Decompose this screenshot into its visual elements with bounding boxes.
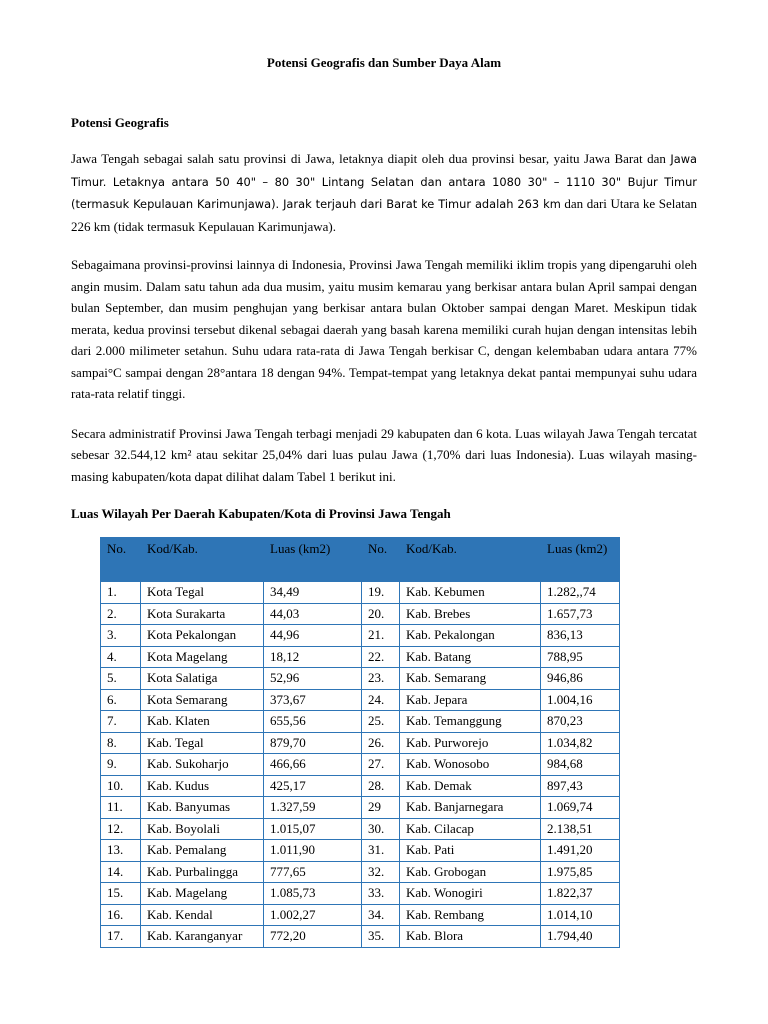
cell-luas: 788,95 bbox=[541, 646, 620, 668]
cell-no: 19. bbox=[362, 582, 400, 604]
cell-luas: 655,56 bbox=[264, 711, 362, 733]
cell-luas: 1.794,40 bbox=[541, 926, 620, 948]
cell-kab: Kota Pekalongan bbox=[141, 625, 264, 647]
cell-kab: Kab. Magelang bbox=[141, 883, 264, 905]
header-kab-right: Kod/Kab. bbox=[400, 538, 541, 582]
table-row bbox=[101, 646, 620, 668]
cell-kab: Kab. Sukoharjo bbox=[141, 754, 264, 776]
cell-no: 35. bbox=[362, 926, 400, 948]
cell-no: 3. bbox=[101, 625, 141, 647]
cell-kab: Kab. Kebumen bbox=[400, 582, 541, 604]
cell-kab: Kab. Kendal bbox=[141, 904, 264, 926]
cell-luas: 1.069,74 bbox=[541, 797, 620, 819]
table-body bbox=[101, 582, 620, 948]
header-no-right: No. bbox=[362, 538, 400, 582]
header-luas-right: Luas (km2) bbox=[541, 538, 620, 582]
cell-luas: 466,66 bbox=[264, 754, 362, 776]
cell-kab: Kab. Semarang bbox=[400, 668, 541, 690]
paragraph-location bbox=[71, 148, 697, 237]
table-row bbox=[101, 840, 620, 862]
cell-no: 29 bbox=[362, 797, 400, 819]
cell-luas: 836,13 bbox=[541, 625, 620, 647]
paragraph-climate: Sebagaimana provinsi-provinsi lainnya di Indonesia, Provinsi Jawa Tengah memiliki iklim tropis yang dipengaruhi oleh angin musim. Dalam satu tahun ada dua musim, yaitu musim kemarau yang berkisar antara bulan April sampai dengan bulan September, dan musim penghujan yang berkisar antara bulan Oktober sampai dengan Maret. Meskipun tidak merata, kedua provinsi tersebut dikenal sebagai daerah yang basah karena memiliki curah hujan dengan intensitas lebih dari 2.000 milimeter setahun. Suhu udara rata-rata di Jawa Tengah berkisar C, dengan kelembaban udara antara 77% sampai°C sampai dengan 28°antara 18 dengan 94%. Tempat-tempat yang letaknya dekat pantai mempunyai suhu udara rata-rata relatif tinggi. bbox=[71, 257, 697, 401]
table-row bbox=[101, 904, 620, 926]
cell-luas: 44,03 bbox=[264, 603, 362, 625]
cell-no: 23. bbox=[362, 668, 400, 690]
cell-kab: Kab. Cilacap bbox=[400, 818, 541, 840]
cell-no: 22. bbox=[362, 646, 400, 668]
cell-luas: 1.014,10 bbox=[541, 904, 620, 926]
cell-luas: 777,65 bbox=[264, 861, 362, 883]
cell-no: 32. bbox=[362, 861, 400, 883]
cell-kab: Kab. Tegal bbox=[141, 732, 264, 754]
header-luas-left: Luas (km2) bbox=[264, 538, 362, 582]
cell-no: 11. bbox=[101, 797, 141, 819]
table-row bbox=[101, 732, 620, 754]
cell-luas: 52,96 bbox=[264, 668, 362, 690]
cell-no: 9. bbox=[101, 754, 141, 776]
header-kab-left: Kod/Kab. bbox=[141, 538, 264, 582]
cell-no: 28. bbox=[362, 775, 400, 797]
cell-luas: 879,70 bbox=[264, 732, 362, 754]
cell-kab: Kota Tegal bbox=[141, 582, 264, 604]
cell-kab: Kab. Brebes bbox=[400, 603, 541, 625]
cell-no: 34. bbox=[362, 904, 400, 926]
cell-luas: 18,12 bbox=[264, 646, 362, 668]
cell-kab: Kab. Karanganyar bbox=[141, 926, 264, 948]
cell-kab: Kab. Rembang bbox=[400, 904, 541, 926]
cell-no: 26. bbox=[362, 732, 400, 754]
cell-no: 24. bbox=[362, 689, 400, 711]
cell-kab: Kab. Batang bbox=[400, 646, 541, 668]
cell-kab: Kota Magelang bbox=[141, 646, 264, 668]
document-page bbox=[71, 54, 697, 948]
cell-luas: 425,17 bbox=[264, 775, 362, 797]
cell-kab: Kab. Boyolali bbox=[141, 818, 264, 840]
cell-no: 30. bbox=[362, 818, 400, 840]
table-row bbox=[101, 689, 620, 711]
cell-kab: Kota Semarang bbox=[141, 689, 264, 711]
table-row bbox=[101, 582, 620, 604]
cell-luas: 1.015,07 bbox=[264, 818, 362, 840]
cell-no: 20. bbox=[362, 603, 400, 625]
paragraph-location-tail: dan dari Utara ke Selatan 226 km (tidak termasuk Kepulauan Karimunjawa). bbox=[71, 196, 697, 234]
cell-kab: Kab. Purbalingga bbox=[141, 861, 264, 883]
cell-kab: Kota Salatiga bbox=[141, 668, 264, 690]
table-row bbox=[101, 883, 620, 905]
cell-kab: Kab. Demak bbox=[400, 775, 541, 797]
cell-no: 6. bbox=[101, 689, 141, 711]
cell-luas: 946,86 bbox=[541, 668, 620, 690]
table-row bbox=[101, 797, 620, 819]
cell-no: 8. bbox=[101, 732, 141, 754]
cell-kab: Kab. Klaten bbox=[141, 711, 264, 733]
table-row bbox=[101, 926, 620, 948]
cell-luas: 1.491,20 bbox=[541, 840, 620, 862]
cell-luas: 1.011,90 bbox=[264, 840, 362, 862]
cell-no: 4. bbox=[101, 646, 141, 668]
page-title: Potensi Geografis dan Sumber Daya Alam bbox=[266, 55, 502, 70]
paragraph-location-coordinates: Jawa Timur. Letaknya antara 50 40" – 80 30" Lintang Selatan dan antara 1080 30" – 1110 30" Bujur Timur (termasuk Kepulauan Karimunjawa). Jarak terjauh dari Barat ke Timur adalah 263 km bbox=[71, 152, 697, 211]
cell-luas: 870,23 bbox=[541, 711, 620, 733]
cell-no: 14. bbox=[101, 861, 141, 883]
cell-kab: Kab. Grobogan bbox=[400, 861, 541, 883]
cell-luas: 1.004,16 bbox=[541, 689, 620, 711]
cell-luas: 984,68 bbox=[541, 754, 620, 776]
table-row bbox=[101, 625, 620, 647]
cell-no: 16. bbox=[101, 904, 141, 926]
paragraph-administrative: Secara administratif Provinsi Jawa Tengah terbagi menjadi 29 kabupaten dan 6 kota. Luas wilayah Jawa Tengah tercatat sebesar 32.544,12 km² atau sekitar 25,04% dari luas pulau Jawa (1,70% dari luas Indonesia). Luas wilayah masing-masing kabupaten/kota dapat dilihat dalam Tabel 1 berikut ini. bbox=[71, 425, 697, 484]
cell-luas: 1.282,,74 bbox=[541, 582, 620, 604]
table-header-row bbox=[101, 538, 620, 582]
cell-no: 33. bbox=[362, 883, 400, 905]
paragraph-location-lead: Jawa Tengah sebagai salah satu provinsi di Jawa, letaknya diapit oleh dua provinsi besar, yaitu Jawa Barat dan bbox=[71, 151, 671, 166]
cell-luas: 1.085,73 bbox=[264, 883, 362, 905]
cell-kab: Kota Surakarta bbox=[141, 603, 264, 625]
cell-no: 7. bbox=[101, 711, 141, 733]
cell-luas: 1.034,82 bbox=[541, 732, 620, 754]
area-table bbox=[100, 537, 620, 948]
cell-no: 2. bbox=[101, 603, 141, 625]
cell-kab: Kab. Wonosobo bbox=[400, 754, 541, 776]
cell-kab: Kab. Jepara bbox=[400, 689, 541, 711]
cell-no: 25. bbox=[362, 711, 400, 733]
cell-luas: 373,67 bbox=[264, 689, 362, 711]
cell-luas: 1.002,27 bbox=[264, 904, 362, 926]
cell-luas: 772,20 bbox=[264, 926, 362, 948]
cell-kab: Kab. Pemalang bbox=[141, 840, 264, 862]
table-row bbox=[101, 861, 620, 883]
cell-no: 21. bbox=[362, 625, 400, 647]
table-title: Luas Wilayah Per Daerah Kabupaten/Kota di Provinsi Jawa Tengah bbox=[71, 506, 451, 521]
cell-no: 12. bbox=[101, 818, 141, 840]
cell-kab: Kab. Kudus bbox=[141, 775, 264, 797]
cell-no: 1. bbox=[101, 582, 141, 604]
cell-luas: 2.138,51 bbox=[541, 818, 620, 840]
table-row bbox=[101, 668, 620, 690]
header-no-left: No. bbox=[101, 538, 141, 582]
cell-kab: Kab. Blora bbox=[400, 926, 541, 948]
cell-kab: Kab. Purworejo bbox=[400, 732, 541, 754]
cell-luas: 1.327,59 bbox=[264, 797, 362, 819]
cell-luas: 1.975,85 bbox=[541, 861, 620, 883]
cell-no: 27. bbox=[362, 754, 400, 776]
cell-luas: 34,49 bbox=[264, 582, 362, 604]
table-row bbox=[101, 775, 620, 797]
cell-luas: 897,43 bbox=[541, 775, 620, 797]
cell-no: 5. bbox=[101, 668, 141, 690]
cell-luas: 44,96 bbox=[264, 625, 362, 647]
cell-kab: Kab. Banjarnegara bbox=[400, 797, 541, 819]
cell-kab: Kab. Banyumas bbox=[141, 797, 264, 819]
table-row bbox=[101, 603, 620, 625]
cell-luas: 1.822,37 bbox=[541, 883, 620, 905]
cell-no: 13. bbox=[101, 840, 141, 862]
section-heading: Potensi Geografis bbox=[71, 115, 169, 130]
table-row bbox=[101, 818, 620, 840]
cell-no: 10. bbox=[101, 775, 141, 797]
cell-kab: Kab. Pati bbox=[400, 840, 541, 862]
cell-kab: Kab. Pekalongan bbox=[400, 625, 541, 647]
cell-no: 31. bbox=[362, 840, 400, 862]
cell-kab: Kab. Temanggung bbox=[400, 711, 541, 733]
cell-luas: 1.657,73 bbox=[541, 603, 620, 625]
cell-no: 17. bbox=[101, 926, 141, 948]
table-row bbox=[101, 711, 620, 733]
cell-no: 15. bbox=[101, 883, 141, 905]
cell-kab: Kab. Wonogiri bbox=[400, 883, 541, 905]
table-row bbox=[101, 754, 620, 776]
